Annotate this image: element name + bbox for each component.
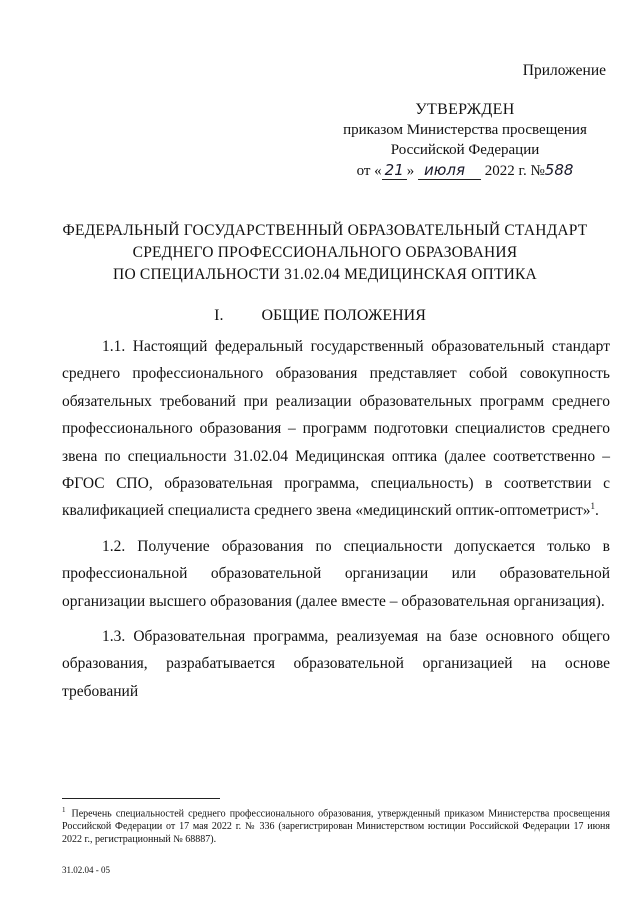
standard-title-line-1: ФЕДЕРАЛЬНЫЙ ГОСУДАРСТВЕННЫЙ ОБРАЗОВАТЕЛЬНЫЙ СТАНДАРТ bbox=[62, 222, 588, 239]
footnote-text: Перечень специальностей среднего профессионального образования, утвержденный приказом Министерства просвещения Российской Федерации от 17 мая 2022 г. № 336 (зарегистрирован Министерством юстиции Российской Федерации 17 июня 2022 г., регистрационный № 68887). bbox=[62, 808, 610, 846]
standard-title-line-2: СРЕДНЕГО ПРОФЕССИОНАЛЬНОГО ОБРАЗОВАНИЯ bbox=[132, 244, 518, 261]
footnote bbox=[62, 804, 610, 846]
date-month: июля bbox=[418, 161, 481, 180]
standard-title-line-3: ПО СПЕЦИАЛЬНОСТИ 31.02.04 МЕДИЦИНСКАЯ ОПТИКА bbox=[113, 266, 537, 283]
paragraph-1-2: 1.2. Получение образования по специальности допускается только в профессиональной образовательной организации или образовательной организации высшего образования (далее вместе – образовательная организация). bbox=[62, 537, 610, 610]
date-mid: » bbox=[406, 163, 415, 179]
appendix-label: Приложение bbox=[522, 62, 606, 79]
order-line-1: приказом Министерства просвещения bbox=[343, 122, 587, 138]
document-body bbox=[62, 333, 610, 713]
page-code: 31.02.04 - 05 bbox=[62, 865, 110, 875]
section-title: ОБЩИЕ ПОЛОЖЕНИЯ bbox=[261, 307, 426, 324]
paragraph-1-1-text: 1.1. Настоящий федеральный государственный образовательный стандарт среднего профессионального образования представляет собой совокупность обязательных требований при реализации образовательных программ среднего профессионального образования – программ подготовки специалистов среднего звена по специальности 31.02.04 Медицинская оптика (далее соответственно – ФГОС СПО, образовательная программа, специальность) в соответствии с квалификацией специалиста среднего звена «медицинский оптик-оптометрист» bbox=[62, 338, 610, 520]
approved-heading: УТВЕРЖДЕН bbox=[415, 101, 515, 118]
date-prefix: от « bbox=[356, 163, 382, 179]
standard-title bbox=[40, 220, 610, 286]
section-number: I. bbox=[214, 307, 224, 324]
order-number: 588 bbox=[544, 161, 574, 179]
footnote-divider bbox=[62, 798, 220, 799]
approval-block bbox=[330, 100, 600, 181]
date-day: 21 bbox=[382, 161, 407, 180]
paragraph-1-1 bbox=[62, 333, 610, 525]
footnote-mark: 1 bbox=[62, 806, 66, 814]
order-date-line bbox=[330, 160, 600, 181]
order-line-2: Российской Федерации bbox=[390, 142, 540, 158]
section-heading bbox=[0, 307, 640, 325]
date-year: 2022 г. № bbox=[484, 163, 545, 179]
footnote-reference: 1 bbox=[590, 501, 596, 512]
paragraph-1-1-end: . bbox=[595, 502, 599, 520]
paragraph-1-3: 1.3. Образовательная программа, реализуемая на базе основного общего образования, разрабатывается образовательной организацией на основе требований bbox=[62, 628, 610, 700]
